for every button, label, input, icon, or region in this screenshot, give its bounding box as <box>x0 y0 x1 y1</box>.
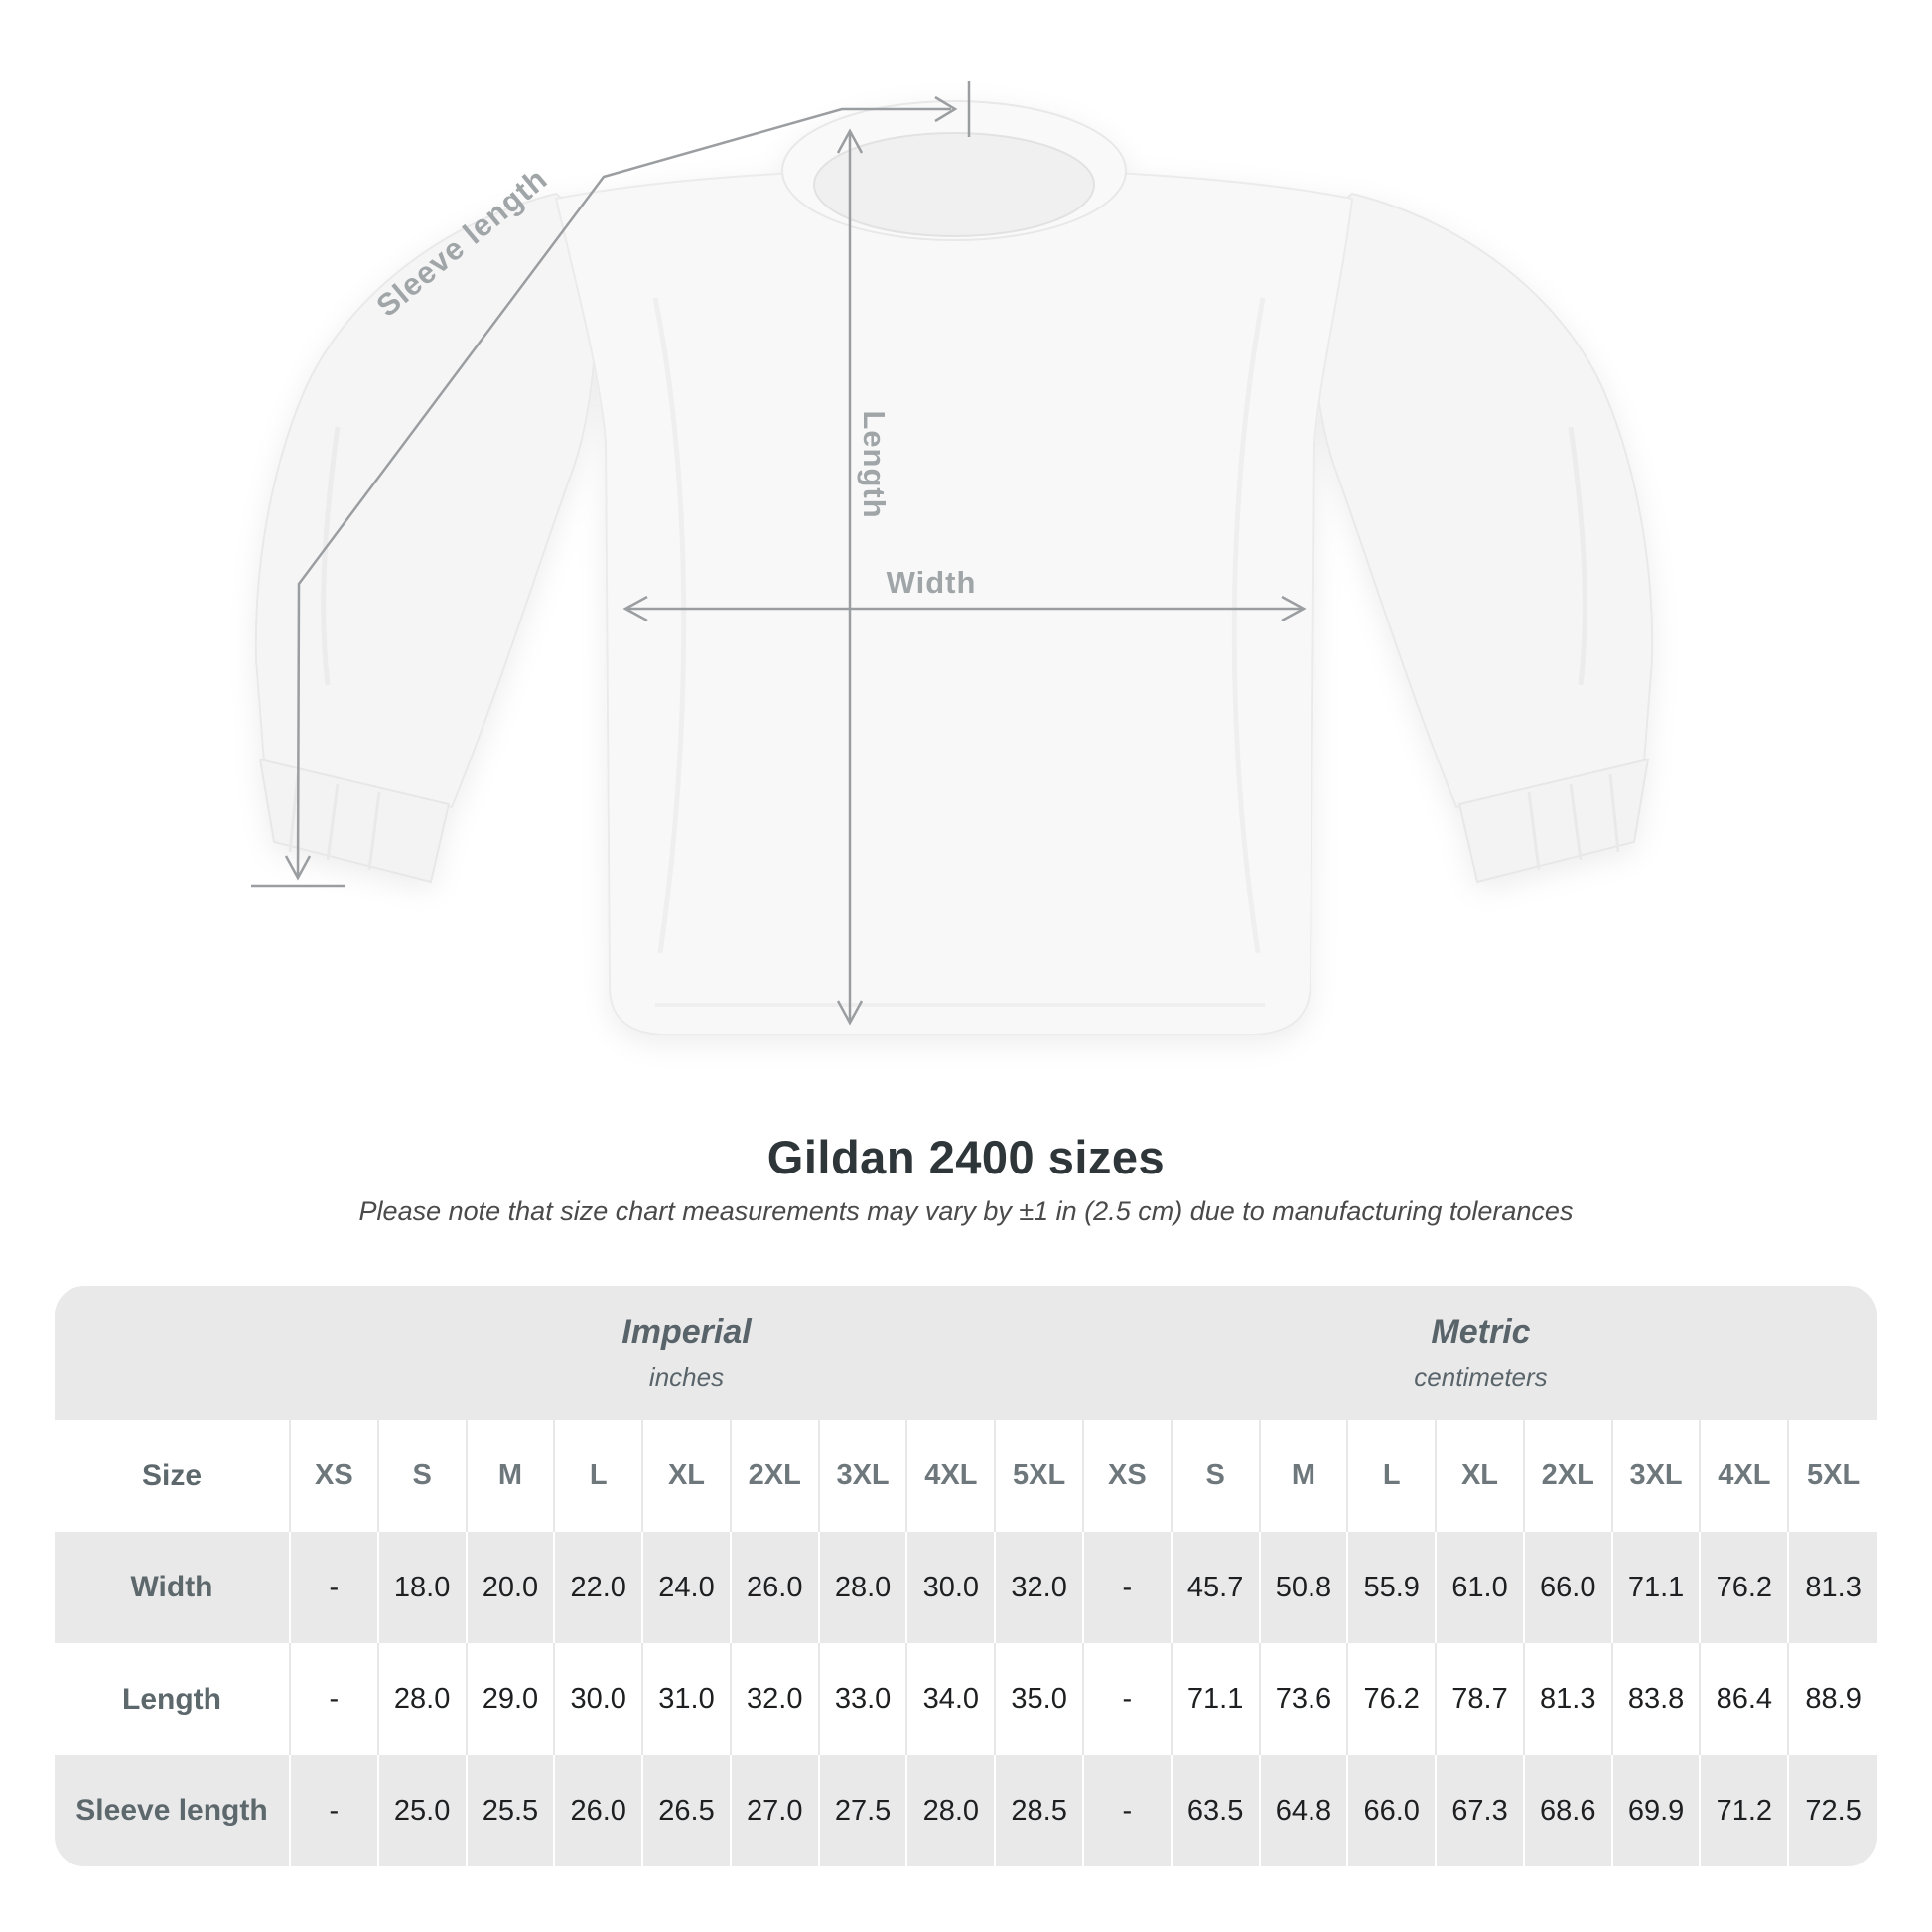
length-imperial-l: 30.0 <box>555 1643 643 1755</box>
length-metric-5xl: 88.9 <box>1805 1683 1862 1715</box>
length-imperial-4xl: 34.0 <box>907 1643 996 1755</box>
imperial-group-name: Imperial <box>621 1312 752 1351</box>
size-col-imperial-3xl: 3XL <box>820 1420 908 1532</box>
width-imperial-3xl: 28.0 <box>820 1532 908 1643</box>
metric-group-header <box>1084 1286 1877 1420</box>
metric-group-name: Metric <box>1431 1312 1531 1351</box>
sleeve-imperial-m: 25.5 <box>468 1755 556 1866</box>
length-imperial-m: 29.0 <box>468 1643 556 1755</box>
size-col-metric-3xl: 3XL <box>1613 1420 1702 1532</box>
width-label: Width <box>886 565 977 600</box>
size-col-imperial-m: M <box>468 1420 556 1532</box>
sleeve-imperial-2xl: 27.0 <box>732 1755 820 1866</box>
width-imperial-2xl: 26.0 <box>732 1532 820 1643</box>
size-table <box>55 1286 1877 1866</box>
sleeve-metric-m: 64.8 <box>1261 1755 1349 1866</box>
width-metric-xs: - <box>1084 1532 1173 1643</box>
sleeve-imperial-l: 26.0 <box>555 1755 643 1866</box>
size-col-metric-5xl: 5XL <box>1807 1459 1861 1491</box>
width-row-label: Width <box>55 1532 291 1643</box>
width-metric-3xl: 71.1 <box>1613 1532 1702 1643</box>
width-imperial-m: 20.0 <box>468 1532 556 1643</box>
unit-group-spacer <box>55 1286 291 1420</box>
length-label: Length <box>856 410 892 519</box>
sleeve-length-row-label: Sleeve length <box>55 1755 291 1866</box>
length-row <box>55 1643 1877 1755</box>
length-imperial-s: 28.0 <box>379 1643 468 1755</box>
sleeve-imperial-4xl: 28.0 <box>907 1755 996 1866</box>
page-title: Gildan 2400 sizes <box>766 1131 1166 1183</box>
size-header-label: Size <box>55 1420 291 1532</box>
size-col-metric-l: L <box>1348 1420 1437 1532</box>
width-imperial-xl: 24.0 <box>643 1532 732 1643</box>
imperial-group-header <box>291 1286 1084 1420</box>
length-imperial-xs: - <box>291 1643 379 1755</box>
length-row-label: Length <box>55 1643 291 1755</box>
sleeve-metric-3xl: 69.9 <box>1613 1755 1702 1866</box>
width-row <box>55 1532 1877 1643</box>
sleeve-length-label: Sleeve length <box>369 161 555 324</box>
size-col-metric-2xl: 2XL <box>1525 1420 1613 1532</box>
imperial-group-unit: inches <box>648 1361 725 1392</box>
sleeve-metric-l: 66.0 <box>1348 1755 1437 1866</box>
length-metric-s: 71.1 <box>1173 1643 1261 1755</box>
tolerance-note: Please note that size chart measurements may vary by ±1 in (2.5 cm) due to manufacturing tolerances <box>358 1196 1574 1226</box>
length-metric-4xl: 86.4 <box>1701 1643 1789 1755</box>
shirt-collar-opening <box>814 133 1094 236</box>
width-metric-xl: 61.0 <box>1437 1532 1525 1643</box>
sleeve-imperial-s: 25.0 <box>379 1755 468 1866</box>
width-metric-2xl: 66.0 <box>1525 1532 1613 1643</box>
metric-group-unit: centimeters <box>1414 1361 1548 1392</box>
size-col-imperial-xl: XL <box>643 1420 732 1532</box>
length-imperial-xl: 31.0 <box>643 1643 732 1755</box>
sleeve-imperial-5xl: 28.5 <box>996 1755 1084 1866</box>
size-col-metric-xl: XL <box>1437 1420 1525 1532</box>
sleeve-length-row <box>55 1755 1877 1866</box>
length-metric-2xl: 81.3 <box>1525 1643 1613 1755</box>
length-metric-xl: 78.7 <box>1437 1643 1525 1755</box>
sleeve-metric-xs: - <box>1084 1755 1173 1866</box>
size-col-metric-4xl: 4XL <box>1701 1420 1789 1532</box>
sleeve-metric-5xl: 72.5 <box>1805 1794 1862 1827</box>
sleeve-metric-2xl: 68.6 <box>1525 1755 1613 1866</box>
size-header-row <box>55 1420 1877 1532</box>
unit-group-header-row <box>55 1286 1877 1420</box>
sleeve-metric-4xl: 71.2 <box>1701 1755 1789 1866</box>
width-imperial-s: 18.0 <box>379 1532 468 1643</box>
width-metric-5xl: 81.3 <box>1805 1571 1862 1603</box>
size-col-imperial-xs: XS <box>291 1420 379 1532</box>
sleeve-imperial-3xl: 27.5 <box>820 1755 908 1866</box>
width-imperial-4xl: 30.0 <box>907 1532 996 1643</box>
sleeve-imperial-xl: 26.5 <box>643 1755 732 1866</box>
size-col-imperial-s: S <box>379 1420 468 1532</box>
size-col-metric-xs: XS <box>1084 1420 1173 1532</box>
size-col-imperial-2xl: 2XL <box>732 1420 820 1532</box>
width-metric-s: 45.7 <box>1173 1532 1261 1643</box>
size-col-metric-m: M <box>1261 1420 1349 1532</box>
length-imperial-5xl: 35.0 <box>996 1643 1084 1755</box>
sleeve-metric-s: 63.5 <box>1173 1755 1261 1866</box>
sleeve-metric-xl: 67.3 <box>1437 1755 1525 1866</box>
width-imperial-xs: - <box>291 1532 379 1643</box>
width-metric-l: 55.9 <box>1348 1532 1437 1643</box>
length-imperial-3xl: 33.0 <box>820 1643 908 1755</box>
size-col-metric-s: S <box>1173 1420 1261 1532</box>
sleeve-imperial-xs: - <box>291 1755 379 1866</box>
length-metric-3xl: 83.8 <box>1613 1643 1702 1755</box>
width-imperial-l: 22.0 <box>555 1532 643 1643</box>
size-col-imperial-l: L <box>555 1420 643 1532</box>
width-metric-4xl: 76.2 <box>1701 1532 1789 1643</box>
length-metric-l: 76.2 <box>1348 1643 1437 1755</box>
width-imperial-5xl: 32.0 <box>996 1532 1084 1643</box>
size-col-imperial-4xl: 4XL <box>907 1420 996 1532</box>
length-imperial-2xl: 32.0 <box>732 1643 820 1755</box>
length-metric-m: 73.6 <box>1261 1643 1349 1755</box>
size-col-imperial-5xl: 5XL <box>996 1420 1084 1532</box>
shirt-right-sleeve <box>1311 194 1653 807</box>
length-metric-xs: - <box>1084 1643 1173 1755</box>
width-metric-m: 50.8 <box>1261 1532 1349 1643</box>
